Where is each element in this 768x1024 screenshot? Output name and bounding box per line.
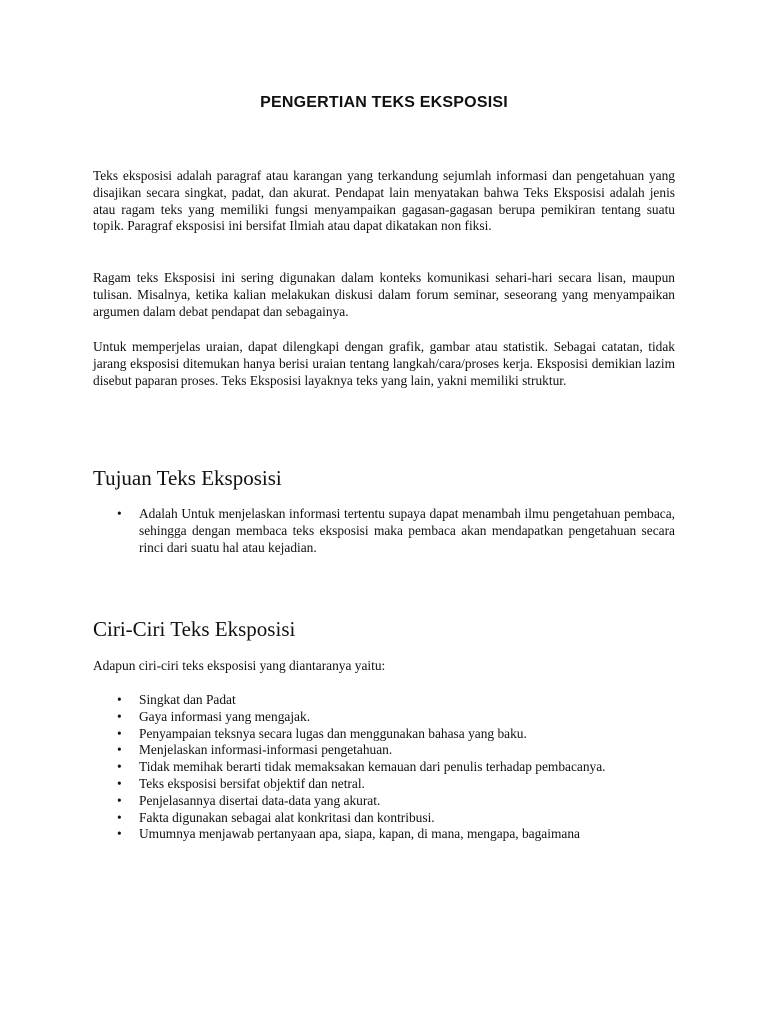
list-item	[93, 776, 675, 793]
list-item	[93, 759, 675, 776]
ciri-list	[93, 692, 675, 843]
bullet-icon: •	[117, 809, 122, 825]
paragraph-usage: Ragam teks Eksposisi ini sering digunakan dalam konteks komunikasi sehari-hari secara lisan, maupun tulisan. Misalnya, ketika kalian melakukan diskusi dalam forum seminar, seseorang yang menyampaikan argumen dalam debat pendapat dan sebagainya.	[93, 270, 675, 319]
ciri-intro: Adapun ciri-ciri teks eksposisi yang diantaranya yaitu:	[93, 658, 386, 673]
bullet-icon: •	[117, 759, 122, 775]
list-item	[93, 692, 675, 709]
bullet-icon: •	[117, 725, 122, 741]
list-item	[93, 709, 675, 726]
bullet-icon: •	[117, 826, 122, 842]
list-item	[93, 726, 675, 743]
document-title: PENGERTIAN TEKS EKSPOSISI	[260, 94, 508, 111]
list-item-text: Penjelasannya disertai data-data yang akurat.	[139, 792, 381, 808]
list-item-text: Umumnya menjawab pertanyaan apa, siapa, kapan, di mana, mengapa, bagaimana	[139, 826, 580, 842]
section-heading-tujuan: Tujuan Teks Eksposisi	[93, 466, 282, 490]
bullet-icon: •	[117, 792, 122, 808]
section-heading-ciri: Ciri-Ciri Teks Eksposisi	[93, 617, 296, 641]
list-item-text: Teks eksposisi bersifat objektif dan netral.	[139, 775, 365, 791]
list-item-text: Gaya informasi yang mengajak.	[139, 708, 311, 724]
bullet-icon: •	[117, 742, 122, 758]
list-item-text: Adalah Untuk menjelaskan informasi tertentu supaya dapat menambah ilmu pengetahuan pembaca, sehingga dengan membaca teks eksposisi maka pembaca akan mendapatkan pengetahuan secara rinci dari suatu hal atau kejadian.	[139, 506, 675, 555]
list-item	[93, 810, 675, 827]
list-item-text: Penyampaian teksnya secara lugas dan menggunakan bahasa yang baku.	[139, 725, 527, 741]
list-item-text: Tidak memihak berarti tidak memaksakan kemauan dari penulis terhadap pembacanya.	[139, 759, 606, 775]
list-item	[93, 506, 675, 556]
tujuan-list	[93, 506, 675, 556]
list-item	[93, 742, 675, 759]
bullet-icon: •	[117, 692, 122, 707]
bullet-icon: •	[117, 506, 122, 521]
bullet-icon: •	[117, 708, 122, 724]
list-item	[93, 826, 675, 843]
list-item	[93, 793, 675, 810]
paragraph-clarification: Untuk memperjelas uraian, dapat dilengkapi dengan grafik, gambar atau statistik. Sebagai catatan, tidak jarang eksposisi ditemukan hanya berisi uraian tentang langkah/cara/proses kerja. Eksposisi demikian lazim disebut paparan proses. Teks Eksposisi layaknya teks yang lain, yakni memiliki struktur.	[93, 339, 675, 388]
paragraph-definition: Teks eksposisi adalah paragraf atau karangan yang terkandung sejumlah informasi dan pengetahuan yang disajikan secara singkat, padat, dan akurat. Pendapat lain menyatakan bahwa Teks Eksposisi adalah jenis atau ragam teks yang memiliki fungsi menyampaikan gagasan-gagasan berupa pemikiran tentang suatu topik. Paragraf eksposisi ini bersifat Ilmiah atau dapat dikatakan non fiksi.	[93, 168, 675, 234]
list-item-text: Menjelaskan informasi-informasi pengetahuan.	[139, 742, 393, 758]
list-item-text: Fakta digunakan sebagai alat konkritasi dan kontribusi.	[139, 809, 435, 825]
list-item-text: Singkat dan Padat	[139, 692, 236, 707]
bullet-icon: •	[117, 775, 122, 791]
